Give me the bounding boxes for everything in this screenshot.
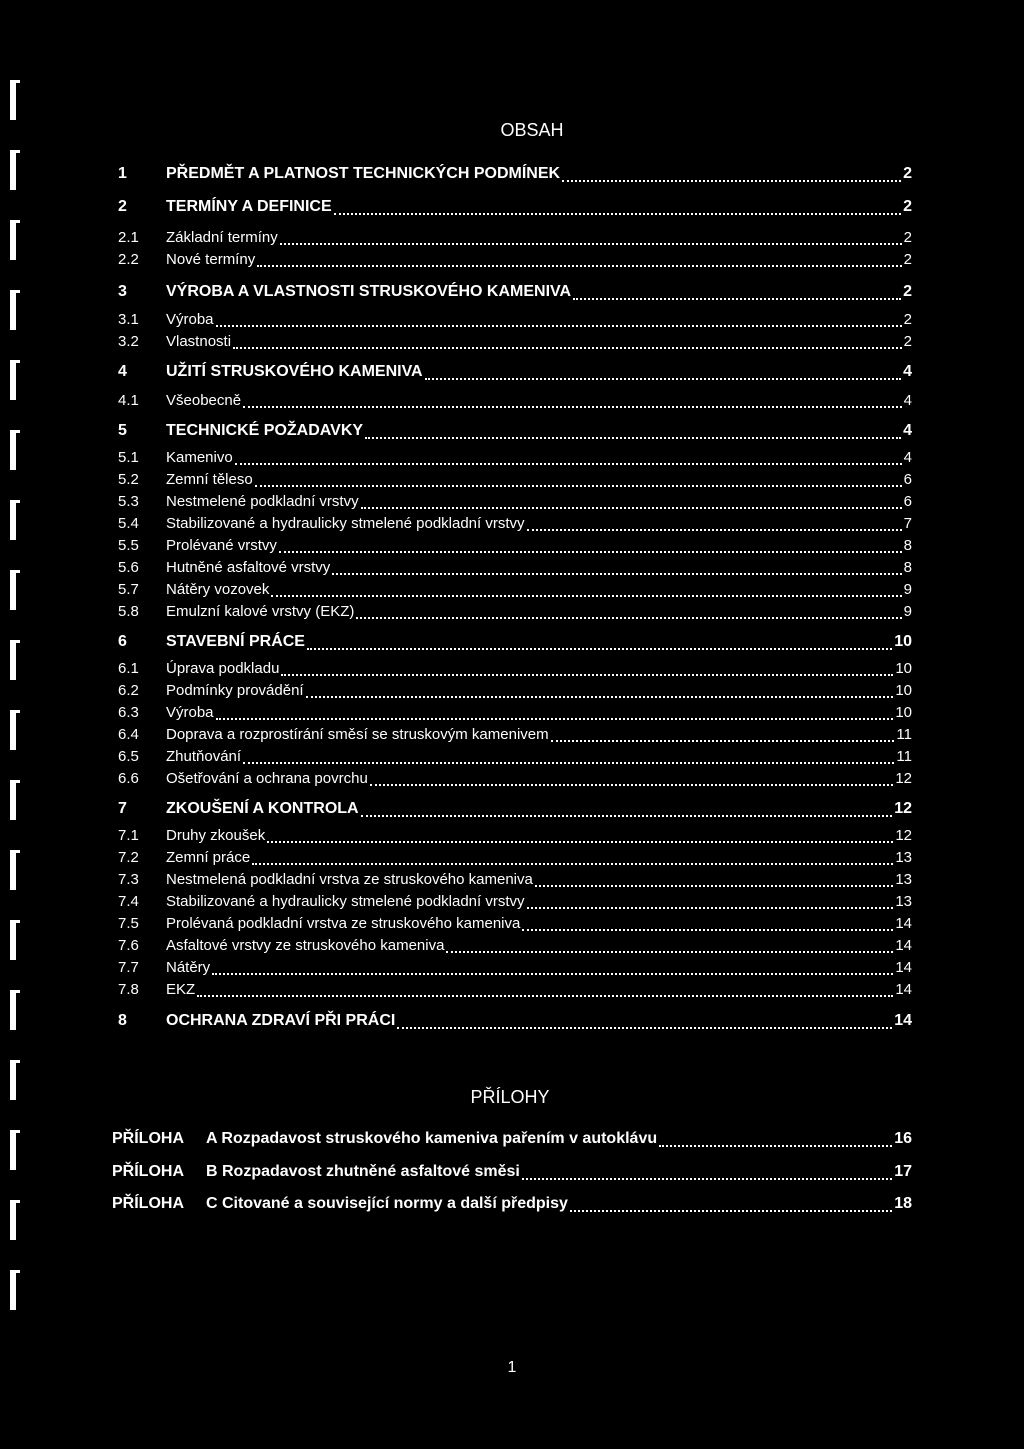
appendix-label: PŘÍLOHA: [112, 1163, 184, 1180]
toc-section-entry[interactable]: [0, 163, 1024, 185]
entry-title: ZKOUŠENÍ A KONTROLA: [166, 800, 359, 817]
entry-page-number: 4: [903, 363, 912, 380]
entry-page-number: 11: [896, 748, 912, 765]
toc-subsection-entry[interactable]: [0, 912, 1024, 934]
entry-title: Výroba: [166, 704, 214, 721]
entry-number: 6.3: [118, 704, 139, 721]
toc-subsection-entry[interactable]: [0, 308, 1024, 330]
entry-page-number: 10: [895, 660, 912, 677]
entry-title: Asfaltové vrstvy ze struskového kameniva: [166, 937, 445, 954]
appendix-title: PŘÍLOHY: [470, 1087, 550, 1107]
toc-subsection-entry[interactable]: [0, 890, 1024, 912]
entry-page-number: 12: [895, 827, 912, 844]
entry-number: 4: [118, 363, 127, 380]
entry-page-number: 6: [903, 471, 912, 488]
entry-page-number: 10: [895, 704, 912, 721]
entry-page-number: 13: [895, 893, 912, 910]
entry-number: 5: [118, 422, 127, 439]
entry-page-number: 11: [896, 726, 912, 743]
entry-number: 2: [118, 198, 127, 215]
entry-number: 5.5: [118, 537, 139, 554]
dot-leader: [233, 347, 902, 349]
entry-page-number: 4: [903, 392, 912, 409]
toc-subsection-entry[interactable]: [0, 248, 1024, 270]
entry-page-number: 14: [895, 959, 912, 976]
dot-leader: [307, 648, 892, 650]
entry-number: 7.3: [118, 871, 139, 888]
entry-page-number: 13: [895, 871, 912, 888]
appendix-label: PŘÍLOHA: [112, 1195, 184, 1212]
dot-leader: [235, 463, 902, 465]
entry-title: Úprava podkladu: [166, 660, 280, 677]
entry-title: UŽITÍ STRUSKOVÉHO KAMENIVA: [166, 363, 423, 380]
entry-page-number: 9: [903, 581, 912, 598]
dot-leader: [279, 551, 902, 553]
entry-number: 7.4: [118, 893, 139, 910]
entry-title: Vlastnosti: [166, 333, 232, 350]
entry-number: 7.1: [118, 827, 139, 844]
entry-title: Podmínky provádění: [166, 682, 304, 699]
entry-number: 4.1: [118, 392, 139, 409]
entry-page-number: 14: [895, 937, 912, 954]
toc-section-entry[interactable]: [0, 631, 1024, 653]
toc-subsection-entry[interactable]: [0, 679, 1024, 701]
entry-number: 8: [118, 1012, 127, 1029]
entry-page-number: 2: [903, 165, 912, 182]
entry-page-number: 2: [903, 311, 912, 328]
dot-leader: [332, 573, 901, 575]
entry-page-number: 2: [903, 198, 912, 215]
dot-leader: [522, 1178, 892, 1180]
entry-title: Zemní těleso: [166, 471, 253, 488]
dot-leader: [527, 907, 894, 909]
entry-page-number: 2: [903, 251, 912, 268]
entry-number: 2.2: [118, 251, 139, 268]
entry-number: 5.1: [118, 449, 139, 466]
dot-leader: [425, 378, 901, 380]
toc-subsection-entry[interactable]: [0, 701, 1024, 723]
entry-page-number: 8: [903, 537, 912, 554]
dot-leader: [365, 437, 901, 439]
dot-leader: [551, 740, 895, 742]
entry-page-number: 2: [903, 283, 912, 300]
entry-number: 6.2: [118, 682, 139, 699]
toc-subsection-entry[interactable]: [0, 556, 1024, 578]
entry-page-number: 13: [895, 849, 912, 866]
toc-subsection-entry[interactable]: [0, 767, 1024, 789]
dot-leader: [197, 995, 893, 997]
dot-leader: [562, 180, 901, 182]
toc-subsection-entry[interactable]: [0, 534, 1024, 556]
toc-subsection-entry[interactable]: [0, 846, 1024, 868]
toc-title: OBSAH: [500, 120, 564, 140]
entry-title: Kamenivo: [166, 449, 233, 466]
dot-leader: [370, 784, 894, 786]
dot-leader: [306, 696, 894, 698]
entry-page-number: 2: [903, 229, 912, 246]
appendix-page-number: 18: [894, 1195, 912, 1212]
dot-leader: [570, 1210, 892, 1212]
entry-title: TECHNICKÉ POŽADAVKY: [166, 422, 364, 439]
toc-subsection-entry[interactable]: [0, 512, 1024, 534]
entry-title: Nové termíny: [166, 251, 256, 268]
entry-number: 6.5: [118, 748, 139, 765]
entry-title: OCHRANA ZDRAVÍ PŘI PRÁCI: [166, 1012, 396, 1029]
entry-page-number: 6: [903, 493, 912, 510]
dot-leader: [361, 507, 902, 509]
entry-title: EKZ: [166, 981, 196, 998]
entry-title: Druhy zkoušek: [166, 827, 266, 844]
entry-title: Zemní práce: [166, 849, 251, 866]
toc-subsection-entry[interactable]: [0, 468, 1024, 490]
dot-leader: [257, 265, 901, 267]
page-number: 1: [507, 1359, 517, 1376]
entry-page-number: 14: [895, 915, 912, 932]
dot-leader: [243, 762, 894, 764]
appendix-title-text: A Rozpadavost struskového kameniva pařením v autoklávu: [206, 1130, 658, 1147]
dot-leader: [271, 595, 901, 597]
toc-subsection-entry[interactable]: [0, 657, 1024, 679]
toc-section-entry[interactable]: [0, 361, 1024, 383]
entry-number: 3: [118, 283, 127, 300]
entry-number: 6.1: [118, 660, 139, 677]
entry-number: 6: [118, 633, 127, 650]
toc-subsection-entry[interactable]: [0, 389, 1024, 411]
entry-page-number: 12: [895, 770, 912, 787]
entry-title: Základní termíny: [166, 229, 278, 246]
dot-leader: [522, 929, 893, 931]
entry-number: 7.8: [118, 981, 139, 998]
entry-number: 5.3: [118, 493, 139, 510]
dot-leader: [334, 213, 901, 215]
dot-leader: [252, 863, 893, 865]
entry-number: 5.6: [118, 559, 139, 576]
entry-number: 5.2: [118, 471, 139, 488]
entry-number: 6.6: [118, 770, 139, 787]
entry-title: Stabilizované a hydraulicky stmelené podkladní vrstvy: [166, 515, 525, 532]
entry-title: VÝROBA A VLASTNOSTI STRUSKOVÉHO KAMENIVA: [166, 283, 572, 300]
dot-leader: [659, 1145, 892, 1147]
entry-page-number: 9: [903, 603, 912, 620]
dot-leader: [446, 951, 893, 953]
dot-leader: [535, 885, 893, 887]
entry-title: STAVEBNÍ PRÁCE: [166, 633, 305, 650]
appendix-entry[interactable]: [0, 1161, 1024, 1183]
toc-subsection-entry[interactable]: [0, 446, 1024, 468]
entry-page-number: 12: [894, 800, 912, 817]
entry-title: Nestmelené podkladní vrstvy: [166, 493, 359, 510]
toc-subsection-entry[interactable]: [0, 745, 1024, 767]
entry-title: Výroba: [166, 311, 214, 328]
toc-subsection-entry[interactable]: [0, 824, 1024, 846]
entry-number: 7.7: [118, 959, 139, 976]
dot-leader: [280, 243, 902, 245]
appendix-title-text: C Citované a související normy a další předpisy: [206, 1195, 568, 1212]
entry-title: Nátěry vozovek: [166, 581, 270, 598]
entry-title: Všeobecně: [166, 392, 242, 409]
entry-number: 1: [118, 165, 127, 182]
dot-leader: [527, 529, 902, 531]
entry-number: 7.6: [118, 937, 139, 954]
entry-title: PŘEDMĚT A PLATNOST TECHNICKÝCH PODMÍNEK: [166, 165, 561, 182]
entry-page-number: 4: [903, 422, 912, 439]
entry-title: Zhutňování: [166, 748, 242, 765]
entry-number: 3.2: [118, 333, 139, 350]
dot-leader: [212, 973, 893, 975]
entry-page-number: 4: [903, 449, 912, 466]
dot-leader: [573, 298, 901, 300]
dot-leader: [361, 815, 893, 817]
entry-page-number: 8: [903, 559, 912, 576]
appendix-label: PŘÍLOHA: [112, 1130, 184, 1147]
dot-leader: [267, 841, 893, 843]
entry-number: 7.2: [118, 849, 139, 866]
entry-number: 6.4: [118, 726, 139, 743]
entry-page-number: 7: [903, 515, 912, 532]
toc-subsection-entry[interactable]: [0, 934, 1024, 956]
toc-subsection-entry[interactable]: [0, 956, 1024, 978]
toc-section-entry[interactable]: [0, 1010, 1024, 1032]
entry-title: Ošetřování a ochrana povrchu: [166, 770, 368, 787]
toc-subsection-entry[interactable]: [0, 330, 1024, 352]
toc-section-entry[interactable]: [0, 281, 1024, 303]
toc-section-entry[interactable]: [0, 798, 1024, 820]
entry-page-number: 10: [894, 633, 912, 650]
entry-page-number: 14: [894, 1012, 912, 1029]
toc-subsection-entry[interactable]: [0, 490, 1024, 512]
toc-subsection-entry[interactable]: [0, 868, 1024, 890]
entry-number: 5.4: [118, 515, 139, 532]
binding-mark: [10, 1270, 16, 1310]
dot-leader: [255, 485, 902, 487]
binding-mark: [10, 80, 16, 120]
dot-leader: [243, 406, 902, 408]
toc-section-entry[interactable]: [0, 196, 1024, 218]
toc-section-entry[interactable]: [0, 420, 1024, 442]
entry-page-number: 14: [895, 981, 912, 998]
dot-leader: [216, 325, 902, 327]
toc-subsection-entry[interactable]: [0, 226, 1024, 248]
entry-title: Prolévané vrstvy: [166, 537, 277, 554]
entry-number: 7: [118, 800, 127, 817]
entry-title: Prolévaná podkladní vrstva ze struskového kameniva: [166, 915, 521, 932]
entry-title: TERMÍNY A DEFINICE: [166, 198, 332, 215]
dot-leader: [281, 674, 893, 676]
entry-title: Emulzní kalové vrstvy (EKZ): [166, 603, 355, 620]
entry-title: Hutněné asfaltové vrstvy: [166, 559, 331, 576]
entry-title: Stabilizované a hydraulicky stmelené podkladní vrstvy: [166, 893, 525, 910]
entry-title: Doprava a rozprostírání směsí se struskovým kamenivem: [166, 726, 549, 743]
entry-number: 2.1: [118, 229, 139, 246]
entry-title: Nátěry: [166, 959, 211, 976]
entry-page-number: 10: [895, 682, 912, 699]
entry-number: 3.1: [118, 311, 139, 328]
toc-subsection-entry[interactable]: [0, 578, 1024, 600]
entry-number: 5.7: [118, 581, 139, 598]
dot-leader: [397, 1027, 892, 1029]
appendix-entry[interactable]: [0, 1128, 1024, 1150]
appendix-entry[interactable]: [0, 1193, 1024, 1215]
entry-title: Nestmelená podkladní vrstva ze struskového kameniva: [166, 871, 533, 888]
dot-leader: [216, 718, 894, 720]
appendix-title-text: B Rozpadavost zhutněné asfaltové směsi: [206, 1163, 520, 1180]
toc-subsection-entry[interactable]: [0, 600, 1024, 622]
entry-page-number: 2: [903, 333, 912, 350]
entry-number: 7.5: [118, 915, 139, 932]
toc-subsection-entry[interactable]: [0, 723, 1024, 745]
appendix-page-number: 16: [894, 1130, 912, 1147]
entry-number: 5.8: [118, 603, 139, 620]
appendix-page-number: 17: [894, 1163, 912, 1180]
toc-subsection-entry[interactable]: [0, 978, 1024, 1000]
dot-leader: [356, 617, 901, 619]
